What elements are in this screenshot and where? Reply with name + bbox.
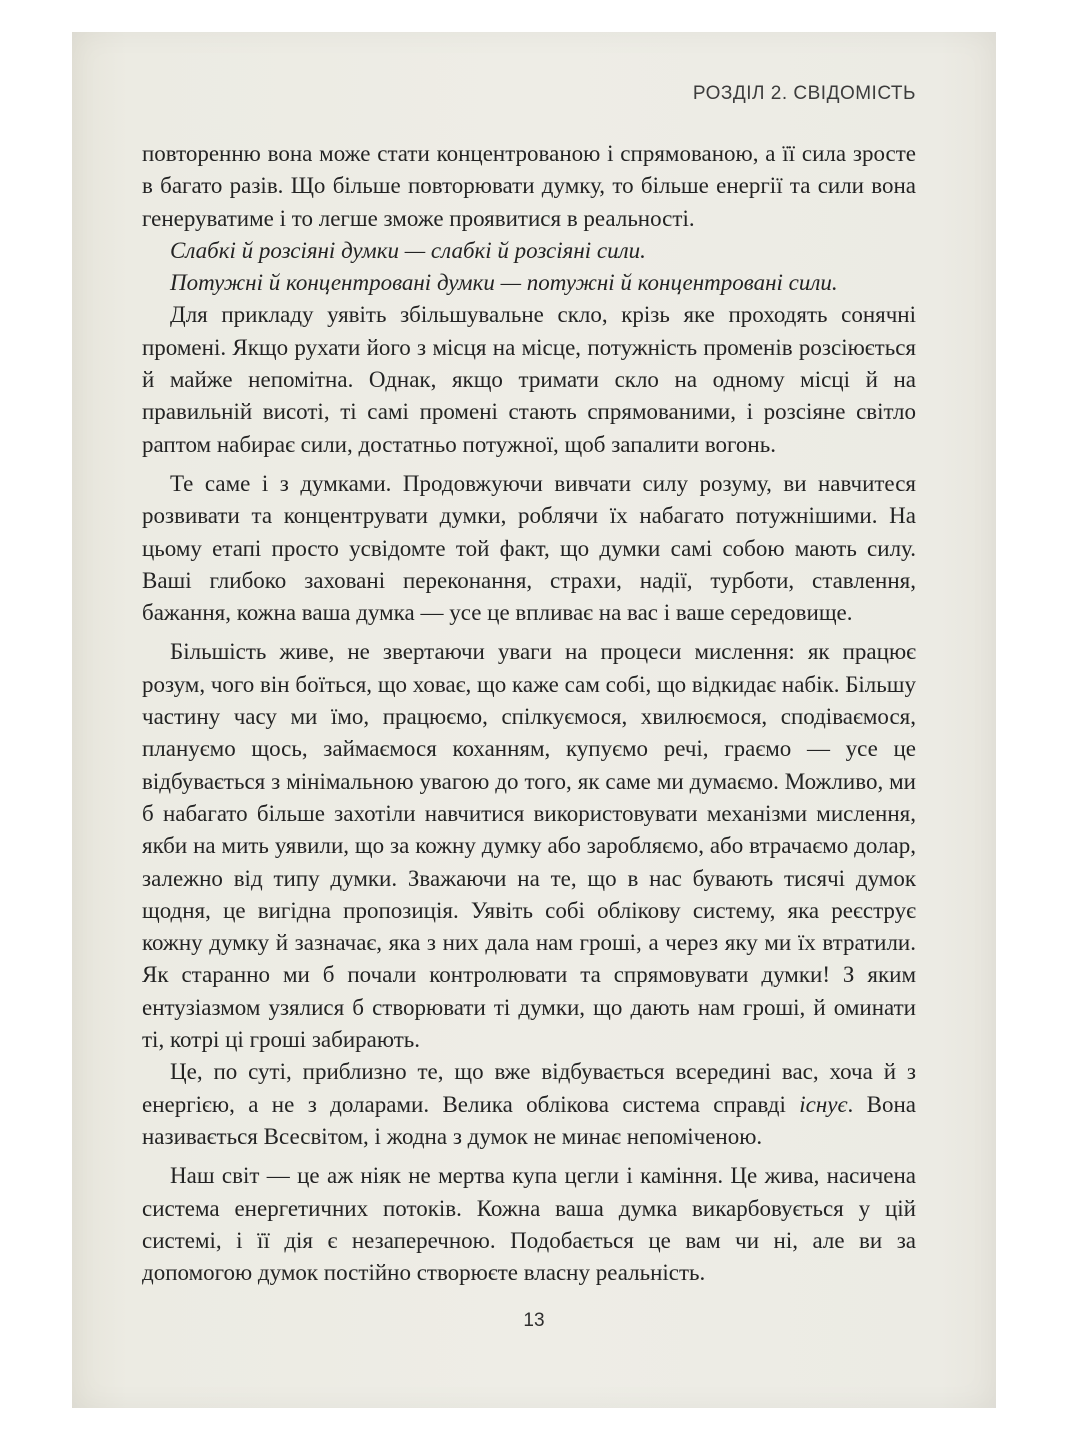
paragraph-most-people: Більшість живе, не звертаючи уваги на процеси мислення: як працює розум, чого він боїться, що ховає, що каже сам собі, що відкидає набік. Більшу частину часу ми їмо, працюємо, спілкуємося, хвилюємося, сподіваємося, плануємо щось, займаємося коханням, купуємо речі, граємо — усе це відбувається з мінімальною увагою до того, як саме ми думаємо. Можливо, ми б набагато більше захотіли навчитися використовувати механізми мислення, якби на мить уявили, що за кожну думку або заробляємо, або втрачаємо долар, залежно від типу думки. Зважаючи на те, що в нас бувають тисячі думок щодня, це вигідна пропозиція. Уявіть собі облікову систему, яка реєструє кожну думку й зазначає, яка з них дала нам гроші, а через яку ми їх втратили. Як старанно ми б почали контролювати та спрямовувати думки! З яким ентузіазмом узялися б створювати ті думки, що дають нам гроші, й оминати ті, котрі ці гроші забирають. xyxy=(142,639,916,1053)
paragraph-accounting-system xyxy=(142,1056,916,1153)
page-number: 13 xyxy=(523,1310,545,1331)
period: . xyxy=(847,1091,854,1117)
running-head: РОЗДІЛ 2. СВІДОМІСТЬ xyxy=(692,83,916,104)
paragraph-continued: повторенню вона може стати концентрованою і спрямованою, а її сила зросте в багато разів. Що більше повторювати думку, то більше енергії та сили вона генеруватиме і то легше зможе проявитися в реальності. xyxy=(142,141,916,231)
paragraph-accounting-text: Це, по суті, приблизно те, що вже відбувається всередині вас, хоча й з енергією, а не з доларами. Велика облікова система справді xyxy=(142,1059,916,1117)
paragraph-magnifying-glass: Для прикладу уявіть збільшувальне скло, крізь яке проходять сонячні промені. Якщо рухати його з місця на місце, потужність променів розсіюється й майже непомітна. Однак, якщо тримати скло на одному місці й на правильній висоті, ті самі промені стають спрямованими, і розсіяне світло раптом набирає сили, достатньо потужної, щоб запалити вогонь. xyxy=(142,302,916,457)
paragraph-italic-weak-thoughts: Слабкі й розсіяні думки — слабкі й розсіяні сили. xyxy=(170,237,646,263)
book-page xyxy=(72,32,996,1408)
emphasis-exists: існує xyxy=(799,1091,848,1117)
paragraph-accounting-text-end: Вона називається Всесвітом, і жодна з думок не минає непоміченою. xyxy=(142,1091,917,1149)
body-text xyxy=(142,138,916,1289)
paragraph-italic-strong-thoughts: Потужні й концентровані думки — потужні й концентровані сили. xyxy=(170,270,838,296)
paragraph-our-world: Наш світ — це аж ніяк не мертва купа цегли і каміння. Це жива, насичена система енергетичних потоків. Кожна ваша думка викарбовується у цій системі, і її дія є незаперечною. Подобається це вам чи ні, але ви за допомогою думок постійно створюєте власну реальність. xyxy=(142,1163,916,1286)
paragraph-same-with-thoughts: Те саме і з думками. Продовжуючи вивчати силу розуму, ви навчитеся розвивати та концентрувати думки, роблячи їх набагато потужнішими. На цьому етапі просто усвідомте той факт, що думки самі собою мають силу. Ваші глибоко заховані переконання, страхи, надії, турботи, ставлення, бажання, кожна ваша думка — усе це впливає на вас і ваше середовище. xyxy=(142,470,916,626)
